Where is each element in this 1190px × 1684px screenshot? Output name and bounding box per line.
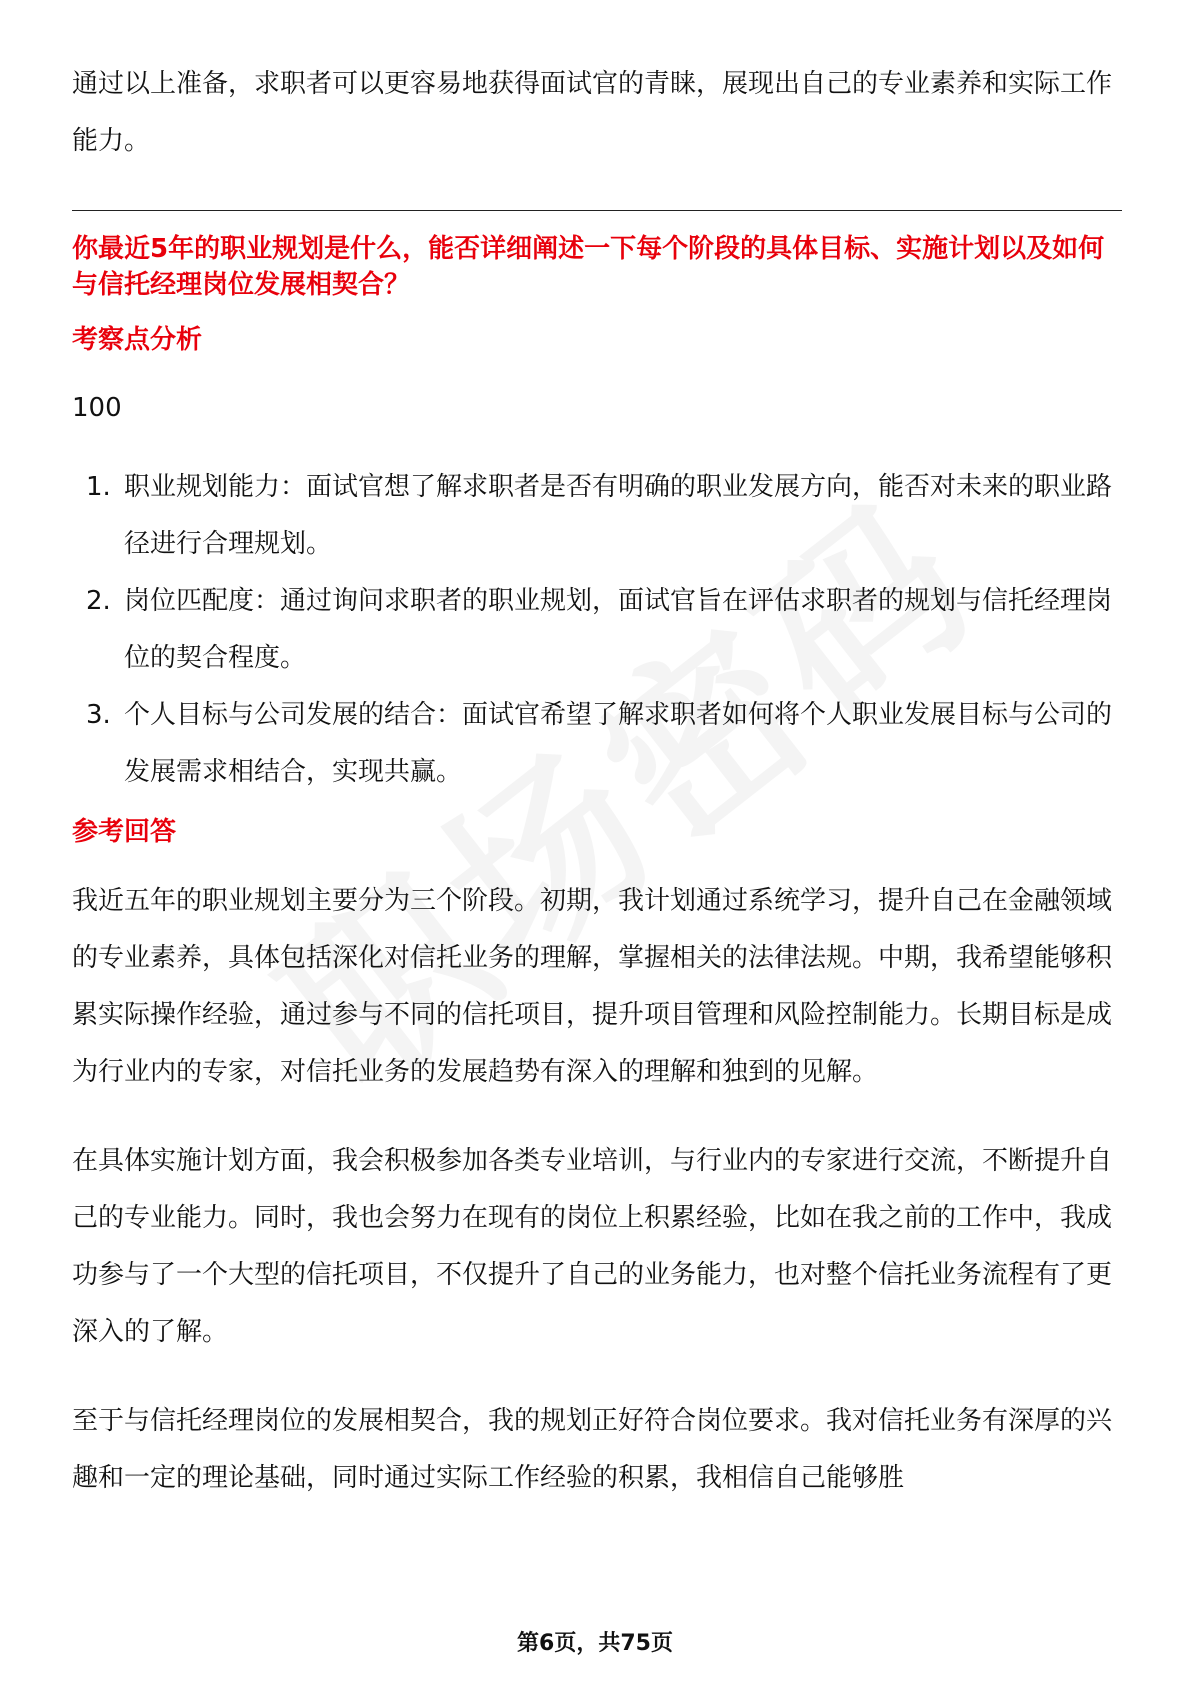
answer-paragraph: 我近五年的职业规划主要分为三个阶段。初期，我计划通过系统学习，提升自己在金融领域的专业素养，具体包括深化对信托业务的理解，掌握相关的法律法规。中期，我希望能够积累实际操作经验，通过参与不同的信托项目，提升项目管理和风险控制能力。长期目标是成为行业内的专家，对信托业务的发展趋势有深入的理解和独到的见解。 bbox=[72, 886, 1113, 1087]
list-item-number: 1. bbox=[86, 472, 111, 502]
answer-paragraph: 至于与信托经理岗位的发展相契合，我的规划正好符合岗位要求。我对信托业务有深厚的兴趣和一定的理论基础，同时通过实际工作经验的积累，我相信自己能够胜 bbox=[72, 1406, 1113, 1493]
list-item bbox=[72, 459, 1122, 573]
page-content bbox=[72, 56, 1122, 1539]
analysis-heading: 考察点分析 bbox=[72, 325, 203, 355]
question-heading: 你最近5年的职业规划是什么，能否详细阐述一下每个阶段的具体目标、实施计划以及如何与信托经理岗位发展相契合？ bbox=[72, 234, 1105, 300]
list-item-number: 3. bbox=[86, 700, 111, 730]
list-item-text: 个人目标与公司发展的结合：面试官希望了解求职者如何将个人职业发展目标与公司的发展需求相结合，实现共赢。 bbox=[124, 700, 1113, 787]
list-item-number: 2. bbox=[86, 586, 111, 616]
list-item-text: 岗位匹配度：通过询问求职者的职业规划，面试官旨在评估求职者的规划与信托经理岗位的契合程度。 bbox=[124, 586, 1113, 673]
analysis-score: 100 bbox=[72, 393, 122, 423]
intro-paragraph: 通过以上准备，求职者可以更容易地获得面试官的青睐，展现出自己的专业素养和实际工作能力。 bbox=[72, 69, 1113, 156]
analysis-list bbox=[72, 459, 1122, 801]
section-divider bbox=[72, 210, 1122, 211]
answer-paragraph: 在具体实施计划方面，我会积极参加各类专业培训，与行业内的专家进行交流，不断提升自己的专业能力。同时，我也会努力在现有的岗位上积累经验，比如在我之前的工作中，我成功参与了一个大型的信托项目，不仅提升了自己的业务能力，也对整个信托业务流程有了更深入的了解。 bbox=[72, 1146, 1113, 1347]
page-number-footer: 第6页，共75页 bbox=[517, 1631, 673, 1656]
list-item bbox=[72, 687, 1122, 801]
list-item bbox=[72, 573, 1122, 687]
list-item-text: 职业规划能力：面试官想了解求职者是否有明确的职业发展方向，能否对未来的职业路径进行合理规划。 bbox=[124, 472, 1113, 559]
answer-heading: 参考回答 bbox=[72, 817, 177, 847]
